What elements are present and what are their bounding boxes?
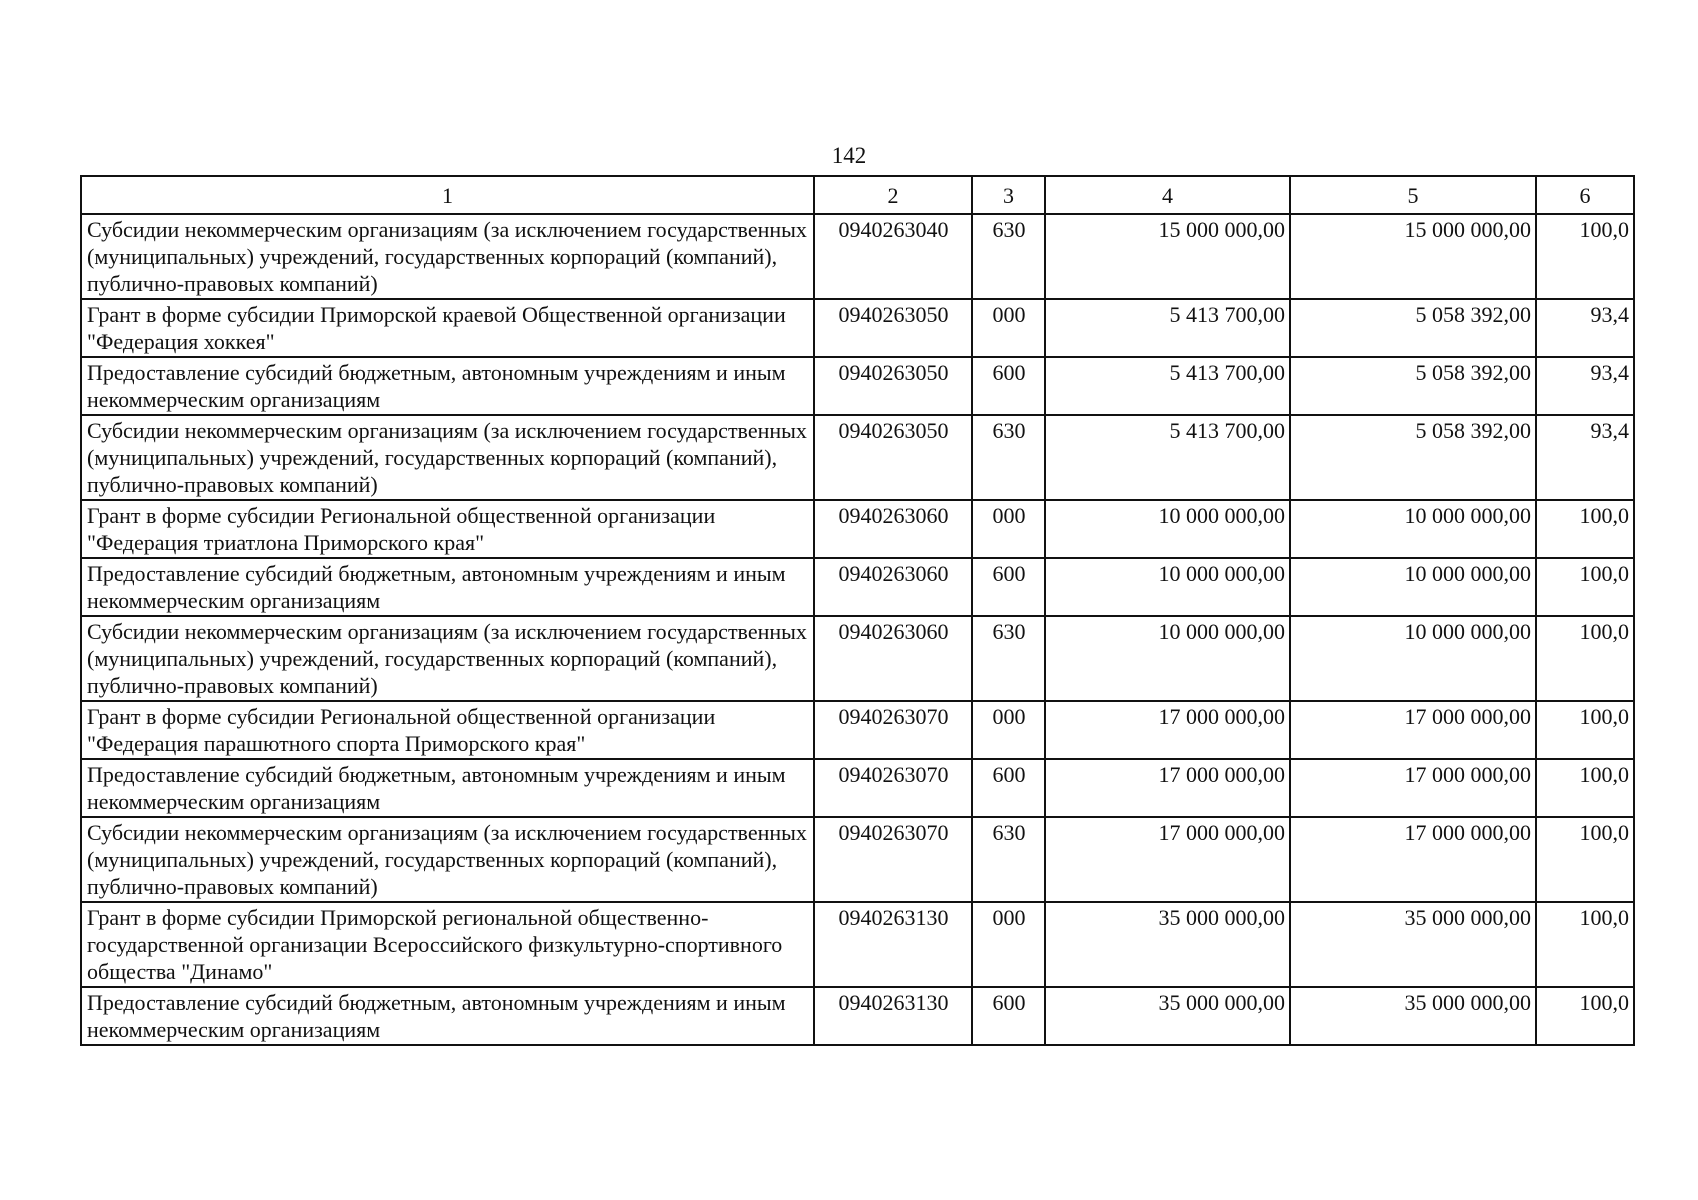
row-actual-amount: 5 058 392,00 [1290, 357, 1536, 415]
row-actual-amount: 35 000 000,00 [1290, 987, 1536, 1045]
row-expense-type: 600 [972, 987, 1045, 1045]
page-number: 142 [831, 143, 867, 168]
row-actual-amount: 35 000 000,00 [1290, 902, 1536, 987]
row-actual-amount: 10 000 000,00 [1290, 558, 1536, 616]
table-header-row [81, 176, 1634, 214]
row-description: Субсидии некоммерческим организациям (за исключением государственных (муниципальных) учреждений, государственных корпораций (компаний), публично-правовых компаний) [81, 616, 814, 701]
row-percent: 93,4 [1536, 357, 1634, 415]
row-percent: 100,0 [1536, 817, 1634, 902]
row-planned-amount: 17 000 000,00 [1045, 759, 1290, 817]
column-header-1: 1 [81, 176, 814, 214]
table-row [81, 902, 1634, 987]
row-percent: 93,4 [1536, 299, 1634, 357]
table-row [81, 500, 1634, 558]
row-percent: 100,0 [1536, 214, 1634, 299]
row-expense-type: 600 [972, 759, 1045, 817]
row-planned-amount: 5 413 700,00 [1045, 415, 1290, 500]
row-description: Субсидии некоммерческим организациям (за исключением государственных (муниципальных) учреждений, государственных корпораций (компаний), публично-правовых компаний) [81, 415, 814, 500]
column-header-3: 3 [972, 176, 1045, 214]
row-target-code: 0940263040 [814, 214, 972, 299]
row-target-code: 0940263070 [814, 817, 972, 902]
row-actual-amount: 10 000 000,00 [1290, 500, 1536, 558]
row-percent: 93,4 [1536, 415, 1634, 500]
row-description: Грант в форме субсидии Приморской региональной общественно-государственной организации Всероссийского физкультурно-спортивного общества "Динамо" [81, 902, 814, 987]
row-actual-amount: 17 000 000,00 [1290, 817, 1536, 902]
row-actual-amount: 5 058 392,00 [1290, 415, 1536, 500]
row-expense-type: 630 [972, 817, 1045, 902]
row-planned-amount: 15 000 000,00 [1045, 214, 1290, 299]
column-header-6: 6 [1536, 176, 1634, 214]
table-body [81, 214, 1634, 1045]
row-description: Предоставление субсидий бюджетным, автономным учреждениям и иным некоммерческим организациям [81, 357, 814, 415]
row-description: Предоставление субсидий бюджетным, автономным учреждениям и иным некоммерческим организациям [81, 558, 814, 616]
row-actual-amount: 15 000 000,00 [1290, 214, 1536, 299]
row-expense-type: 000 [972, 500, 1045, 558]
column-header-5: 5 [1290, 176, 1536, 214]
row-target-code: 0940263050 [814, 415, 972, 500]
budget-table [80, 175, 1635, 1046]
table-row [81, 558, 1634, 616]
row-expense-type: 630 [972, 415, 1045, 500]
row-expense-type: 630 [972, 214, 1045, 299]
row-target-code: 0940263060 [814, 500, 972, 558]
row-planned-amount: 10 000 000,00 [1045, 616, 1290, 701]
row-actual-amount: 17 000 000,00 [1290, 701, 1536, 759]
row-target-code: 0940263060 [814, 616, 972, 701]
table-row [81, 817, 1634, 902]
row-percent: 100,0 [1536, 558, 1634, 616]
row-target-code: 0940263070 [814, 701, 972, 759]
row-planned-amount: 35 000 000,00 [1045, 902, 1290, 987]
table-row [81, 415, 1634, 500]
row-actual-amount: 17 000 000,00 [1290, 759, 1536, 817]
table-row [81, 701, 1634, 759]
row-target-code: 0940263050 [814, 357, 972, 415]
row-description: Грант в форме субсидии Региональной общественной организации "Федерация триатлона Приморского края" [81, 500, 814, 558]
row-percent: 100,0 [1536, 987, 1634, 1045]
row-percent: 100,0 [1536, 616, 1634, 701]
row-target-code: 0940263050 [814, 299, 972, 357]
row-actual-amount: 5 058 392,00 [1290, 299, 1536, 357]
row-description: Субсидии некоммерческим организациям (за исключением государственных (муниципальных) учреждений, государственных корпораций (компаний), публично-правовых компаний) [81, 817, 814, 902]
row-expense-type: 600 [972, 558, 1045, 616]
row-expense-type: 630 [972, 616, 1045, 701]
table-row [81, 616, 1634, 701]
row-planned-amount: 17 000 000,00 [1045, 701, 1290, 759]
row-expense-type: 600 [972, 357, 1045, 415]
row-planned-amount: 35 000 000,00 [1045, 987, 1290, 1045]
row-target-code: 0940263130 [814, 987, 972, 1045]
row-description: Предоставление субсидий бюджетным, автономным учреждениям и иным некоммерческим организациям [81, 759, 814, 817]
table-row [81, 299, 1634, 357]
column-header-4: 4 [1045, 176, 1290, 214]
row-percent: 100,0 [1536, 759, 1634, 817]
table-row [81, 214, 1634, 299]
table-row [81, 357, 1634, 415]
row-planned-amount: 5 413 700,00 [1045, 299, 1290, 357]
row-description: Грант в форме субсидии Приморской краевой Общественной организации "Федерация хоккея" [81, 299, 814, 357]
row-expense-type: 000 [972, 902, 1045, 987]
row-planned-amount: 10 000 000,00 [1045, 558, 1290, 616]
table-row [81, 987, 1634, 1045]
row-target-code: 0940263130 [814, 902, 972, 987]
row-actual-amount: 10 000 000,00 [1290, 616, 1536, 701]
row-planned-amount: 5 413 700,00 [1045, 357, 1290, 415]
row-percent: 100,0 [1536, 500, 1634, 558]
row-description: Грант в форме субсидии Региональной общественной организации "Федерация парашютного спорта Приморского края" [81, 701, 814, 759]
column-header-2: 2 [814, 176, 972, 214]
row-percent: 100,0 [1536, 701, 1634, 759]
row-expense-type: 000 [972, 299, 1045, 357]
row-target-code: 0940263070 [814, 759, 972, 817]
row-target-code: 0940263060 [814, 558, 972, 616]
table-row [81, 759, 1634, 817]
row-description: Предоставление субсидий бюджетным, автономным учреждениям и иным некоммерческим организациям [81, 987, 814, 1045]
row-planned-amount: 17 000 000,00 [1045, 817, 1290, 902]
row-expense-type: 000 [972, 701, 1045, 759]
row-planned-amount: 10 000 000,00 [1045, 500, 1290, 558]
row-description: Субсидии некоммерческим организациям (за исключением государственных (муниципальных) учреждений, государственных корпораций (компаний), публично-правовых компаний) [81, 214, 814, 299]
row-percent: 100,0 [1536, 902, 1634, 987]
